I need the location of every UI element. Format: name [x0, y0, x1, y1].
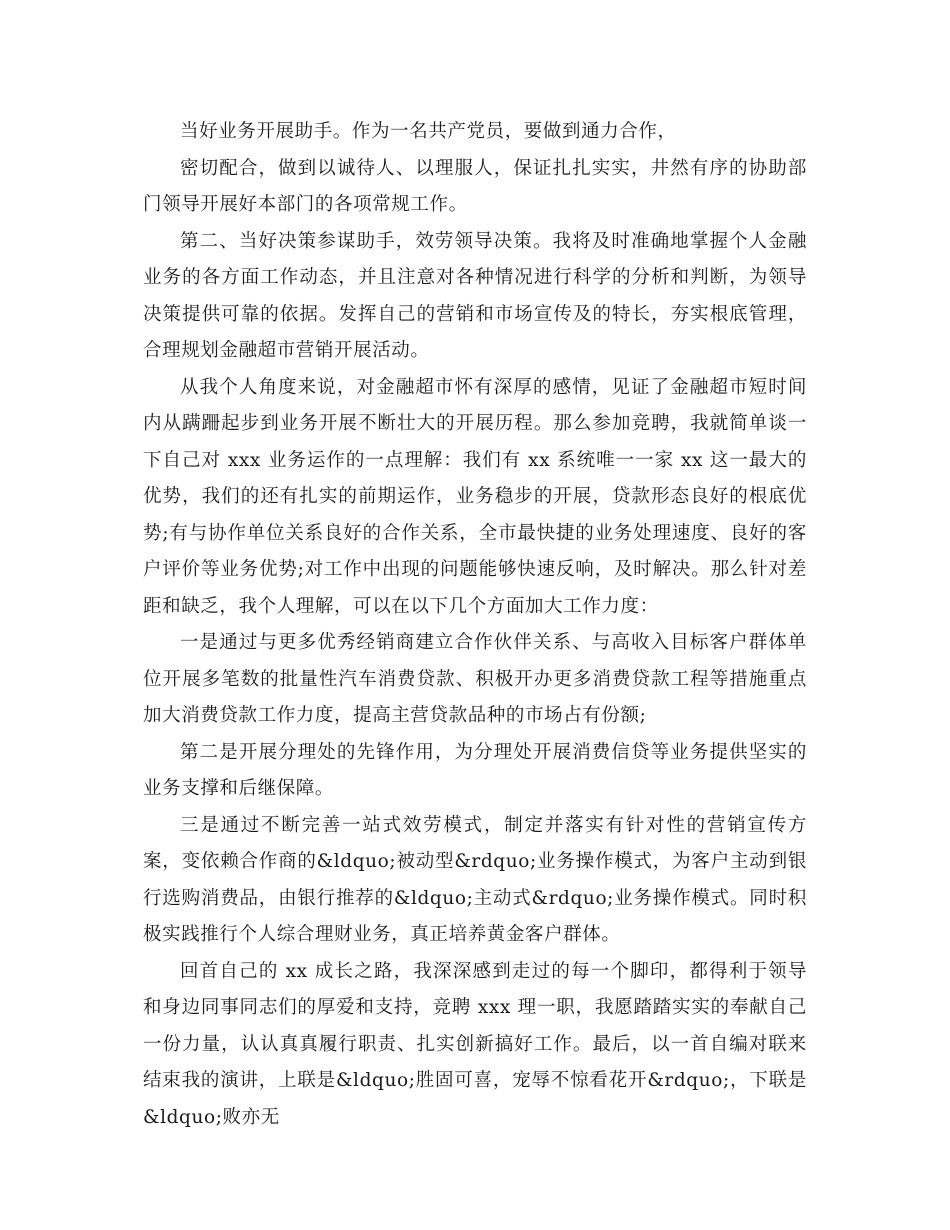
paragraph-1: 当好业务开展助手。作为一名共产党员，要做到通力合作， — [180, 121, 677, 142]
paragraph-2: 密切配合，做到以诚待人、以理服人，保证扎扎实实，井然有序的协助部门领导开展好本部门的各项常规工作。 — [143, 157, 807, 215]
paragraph-5: 一是通过与更多优秀经销商建立合作伙伴关系、与高收入目标客户群体单位开展多笔数的批量性汽车消费贷款、积极开办更多消费贷款工程等措施重点加大消费贷款工作力度，提高主营贷款品种的市场占有份额; — [143, 632, 807, 726]
paragraph-6: 第二是开展分理处的先锋作用，为分理处开展消费信贷等业务提供坚实的业务支撑和后继保障。 — [143, 741, 807, 799]
paragraph-7: 三是通过不断完善一站式效劳模式，制定并落实有针对性的营销宣传方案，变依赖合作商的&ldquo;被动型&rdquo;业务操作模式，为客户主动到银行选购消费品，由银行推荐的&ldquo;主动式&rdquo;业务操作模式。同时积极实践推行个人综合理财业务，真正培养黄金客户群体。 — [143, 814, 807, 945]
paragraph-3: 第二、当好决策参谋助手，效劳领导决策。我将及时准确地掌握个人金融业务的各方面工作动态，并且注意对各种情况进行科学的分析和判断，为领导决策提供可靠的依据。发挥自己的营销和市场宣传及的特长，夯实根底管理，合理规划金融超市营销开展活动。 — [143, 230, 807, 361]
document-body — [143, 114, 807, 1136]
paragraph-8: 回首自己的 xx 成长之路，我深深感到走过的每一个脚印，都得利于领导和身边同事同志们的厚爱和支持，竞聘 xxx 理一职，我愿踏踏实实的奉献自己一份力量，认认真真履行职责、扎实创新搞好工作。最后，以一首自编对联来结束我的演讲，上联是&ldquo;胜固可喜，宠辱不惊看花开&rdquo;，下联是&ldquo;败亦无 — [143, 960, 807, 1128]
paragraph-4: 从我个人角度来说，对金融超市怀有深厚的感情，见证了金融超市短时间内从蹒跚起步到业务开展不断壮大的开展历程。那么参加竞聘，我就简单谈一下自己对 xxx 业务运作的一点理解：我们有 xx 系统唯一一家 xx 这一最大的优势，我们的还有扎实的前期运作，业务稳步的开展，贷款形态良好的根底优势;有与协作单位关系良好的合作关系，全市最快捷的业务处理速度、良好的客户评价等业务优势;对工作中出现的问题能够快速反响，及时解决。那么针对差距和缺乏，我个人理解，可以在以下几个方面加大工作力度： — [143, 376, 807, 617]
